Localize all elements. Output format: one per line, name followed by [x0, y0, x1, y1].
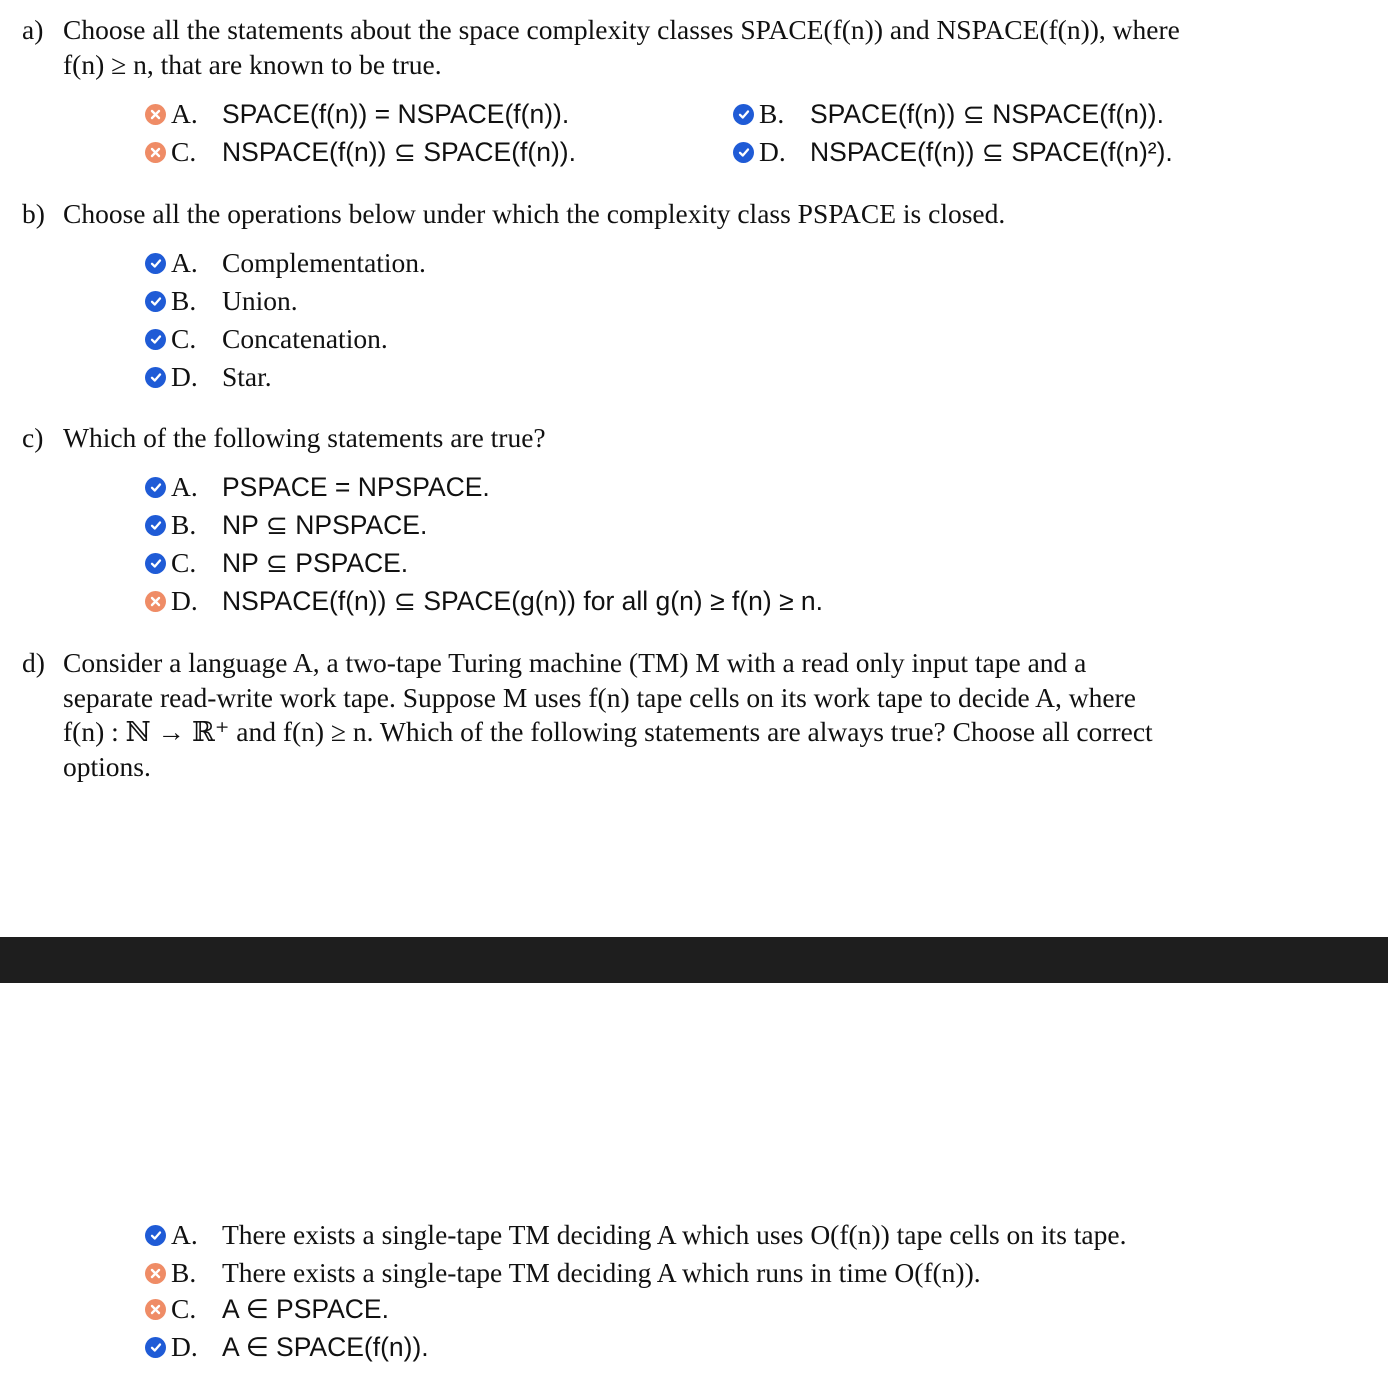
question-a-prompt — [22, 13, 1316, 82]
option-text: There exists a single-tape TM deciding A which runs in time O(f(n)). — [222, 1256, 981, 1288]
option-text: NSPACE(f(n)) ⊆ SPACE(f(n)²). — [810, 136, 1173, 167]
option-letter: D. — [759, 135, 786, 167]
option-letter: A. — [171, 470, 198, 502]
check-icon — [145, 477, 166, 498]
check-icon — [145, 367, 166, 388]
option-c-B[interactable] — [145, 507, 427, 543]
option-text: There exists a single-tape TM deciding A which uses O(f(n)) tape cells on its tape. — [222, 1218, 1127, 1250]
question-line: separate read-write work tape. Suppose M uses f(n) tape cells on its work tape to decide A, where — [63, 681, 1136, 713]
option-letter: D. — [171, 360, 198, 392]
question-c — [22, 421, 1316, 456]
check-icon — [733, 104, 754, 125]
option-text: NSPACE(f(n)) ⊆ SPACE(g(n)) for all g(n) ≥ f(n) ≥ n. — [222, 585, 824, 616]
incorrect-icon — [145, 591, 166, 612]
question-number: b) — [22, 198, 45, 229]
question-line: Consider a language A, a two-tape Turing machine (TM) M with a read only input tape and a — [63, 647, 1087, 678]
question-b-prompt — [22, 197, 1316, 232]
option-text: SPACE(f(n)) = NSPACE(f(n)). — [222, 98, 570, 129]
option-b-D[interactable] — [145, 359, 272, 395]
check-icon — [145, 1225, 166, 1246]
option-letter: B. — [759, 97, 785, 129]
question-number: a) — [22, 14, 44, 45]
option-text: NSPACE(f(n)) ⊆ SPACE(f(n)). — [222, 136, 576, 167]
option-letter: C. — [171, 546, 197, 578]
option-letter: B. — [171, 508, 197, 540]
option-letter: A. — [171, 97, 198, 129]
option-text: Union. — [222, 284, 298, 316]
question-line: f(n) : ℕ → ℝ⁺ and f(n) ≥ n. Which of the following statements are always true? Choose all correct — [63, 716, 1153, 747]
incorrect-icon — [145, 142, 166, 163]
option-b-C[interactable] — [145, 321, 388, 357]
option-letter: A. — [171, 246, 198, 278]
option-a-D[interactable] — [733, 134, 1173, 170]
question-d-prompt — [22, 646, 1316, 784]
option-b-B[interactable] — [145, 283, 298, 319]
question-line: Choose all the operations below under which the complexity class PSPACE is closed. — [63, 198, 1006, 229]
option-letter: C. — [171, 135, 197, 167]
check-icon — [145, 515, 166, 536]
question-a — [22, 13, 1316, 82]
option-a-A[interactable] — [145, 96, 569, 132]
option-d-D[interactable] — [145, 1329, 429, 1365]
option-letter: A. — [171, 1218, 198, 1250]
option-text: Complementation. — [222, 246, 426, 278]
option-text: NP ⊆ NPSPACE. — [222, 509, 428, 540]
question-b — [22, 197, 1316, 232]
question-line: Which of the following statements are true? — [63, 422, 546, 453]
option-c-A[interactable] — [145, 469, 490, 505]
incorrect-icon — [145, 104, 166, 125]
incorrect-icon — [145, 1299, 166, 1320]
option-a-B[interactable] — [733, 96, 1164, 132]
check-icon — [145, 253, 166, 274]
option-letter: C. — [171, 1292, 197, 1324]
option-text: Concatenation. — [222, 322, 388, 354]
page-divider-bar — [0, 937, 1388, 983]
option-b-A[interactable] — [145, 245, 426, 281]
option-text: PSPACE = NPSPACE. — [222, 471, 490, 502]
option-text: NP ⊆ PSPACE. — [222, 547, 409, 578]
option-text: A ∈ PSPACE. — [222, 1293, 389, 1324]
option-d-B[interactable] — [145, 1255, 981, 1291]
option-d-A[interactable] — [145, 1217, 1126, 1253]
option-letter: D. — [171, 584, 198, 616]
question-line: options. — [63, 750, 151, 782]
option-text: SPACE(f(n)) ⊆ NSPACE(f(n)). — [810, 98, 1164, 129]
question-number: c) — [22, 422, 44, 453]
option-d-C[interactable] — [145, 1291, 389, 1327]
check-icon — [145, 329, 166, 350]
option-c-D[interactable] — [145, 583, 823, 619]
option-letter: B. — [171, 284, 197, 316]
incorrect-icon — [145, 1263, 166, 1284]
check-icon — [733, 142, 754, 163]
check-icon — [145, 291, 166, 312]
option-c-C[interactable] — [145, 545, 408, 581]
question-d — [22, 646, 1316, 784]
check-icon — [145, 553, 166, 574]
option-letter: D. — [171, 1330, 198, 1362]
option-a-C[interactable] — [145, 134, 576, 170]
question-c-prompt — [22, 421, 1316, 456]
option-text: A ∈ SPACE(f(n)). — [222, 1331, 429, 1362]
question-line: Choose all the statements about the space complexity classes SPACE(f(n)) and NSPACE(f(n)), where — [63, 14, 1180, 45]
option-text: Star. — [222, 360, 272, 392]
option-letter: B. — [171, 1256, 197, 1288]
check-icon — [145, 1337, 166, 1358]
option-letter: C. — [171, 322, 197, 354]
question-line: f(n) ≥ n, that are known to be true. — [63, 48, 442, 80]
question-number: d) — [22, 647, 45, 678]
